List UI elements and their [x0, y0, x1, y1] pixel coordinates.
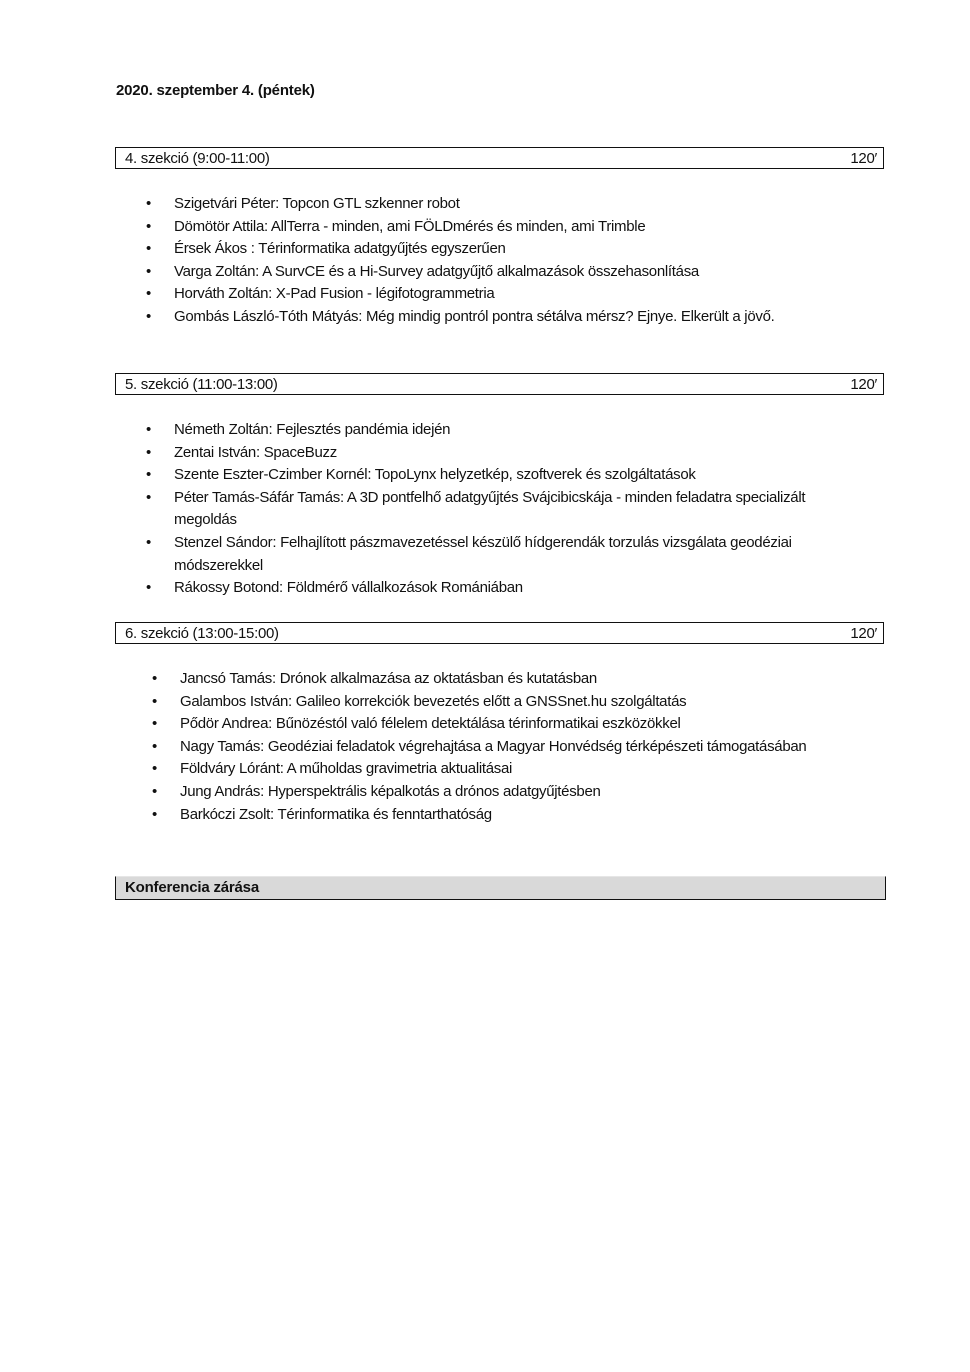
list-item — [146, 283, 834, 306]
talk-text: Nagy Tamás: Geodéziai feladatok végrehajtása a Magyar Honvédség térképészeti támogatásában — [180, 737, 807, 755]
talk-list-section-5 — [146, 419, 834, 600]
list-item — [146, 238, 834, 261]
list-item — [152, 713, 820, 736]
section-title: 4. szekció (9:00-11:00) — [125, 149, 270, 167]
list-item — [146, 442, 834, 465]
list-item — [146, 306, 834, 329]
talk-text: Németh Zoltán: Fejlesztés pandémia idején — [174, 421, 451, 438]
bullet-icon: • — [146, 533, 151, 551]
list-item — [152, 668, 820, 691]
talk-text: Rákossy Botond: Földmérő vállalkozások Romániában — [174, 579, 523, 597]
section-title: 5. szekció (11:00-13:00) — [125, 375, 278, 393]
section-header-6 — [115, 622, 884, 644]
section-duration: 120′ — [850, 375, 877, 393]
bullet-icon: • — [152, 760, 157, 778]
bullet-icon: • — [146, 285, 151, 303]
bullet-icon: • — [152, 692, 157, 710]
section-duration: 120′ — [850, 149, 877, 167]
talk-text: Gombás László-Tóth Mátyás: Még mindig pontról pontra sétálva mérsz? Ejnye. Elkerült a jövő. — [174, 307, 775, 325]
talk-text: Péter Tamás-Sáfár Tamás: A 3D pontfelhő adatgyűjtés Svájcibicskája - minden feladatra specializált megoldás — [174, 488, 806, 529]
list-item — [152, 781, 820, 804]
list-item — [146, 216, 834, 239]
bullet-icon: • — [146, 262, 151, 280]
section-title: 6. szekció (13:00-15:00) — [125, 624, 279, 642]
bullet-icon: • — [146, 195, 151, 212]
talk-text: Szente Eszter-Czimber Kornél: TopoLynx helyzetkép, szoftverek és szolgáltatások — [174, 466, 696, 484]
section-header-5 — [115, 373, 884, 395]
talk-text: Varga Zoltán: A SurvCE és a Hi-Survey adatgyűjtő alkalmazások összehasonlítása — [174, 262, 699, 280]
list-item — [152, 758, 820, 781]
conference-closing-bar: Konferencia zárása — [115, 876, 886, 900]
list-item — [146, 532, 834, 577]
list-item — [146, 261, 834, 284]
bullet-icon: • — [152, 737, 157, 755]
bullet-icon: • — [152, 715, 157, 733]
talk-list-section-6 — [152, 668, 820, 826]
section-duration: 120′ — [850, 624, 877, 642]
talk-text: Stenzel Sándor: Felhajlított pászmavezetéssel készülő hídgerendák torzulás vizsgálata geodéziai módszerekkel — [174, 533, 792, 574]
bullet-icon: • — [152, 670, 157, 687]
list-item — [146, 464, 834, 487]
bullet-icon: • — [152, 782, 157, 800]
bullet-icon: • — [146, 488, 151, 506]
list-item — [146, 487, 834, 532]
talk-text: Barkóczi Zsolt: Térinformatika és fenntarthatóság — [180, 805, 492, 823]
bullet-icon: • — [146, 240, 151, 258]
bullet-icon: • — [152, 805, 157, 823]
list-item — [146, 577, 834, 600]
talk-text: Horváth Zoltán: X-Pad Fusion - légifotogrammetria — [174, 285, 495, 303]
list-item — [146, 419, 834, 442]
list-item — [152, 804, 820, 827]
list-item — [152, 736, 820, 759]
bullet-icon: • — [146, 443, 151, 461]
talk-text: Galambos István: Galileo korrekciók bevezetés előtt a GNSSnet.hu szolgáltatás — [180, 692, 687, 710]
bullet-icon: • — [146, 307, 151, 325]
talk-text: Zentai István: SpaceBuzz — [174, 443, 337, 461]
talk-text: Pődör Andrea: Bűnözéstól való félelem detektálása térinformatikai eszközökkel — [180, 715, 681, 733]
bullet-icon: • — [146, 217, 151, 235]
talk-text: Dömötör Attila: AllTerra - minden, ami FÖLDmérés és minden, ami Trimble — [174, 217, 646, 235]
bullet-icon: • — [146, 579, 151, 597]
list-item — [152, 691, 820, 714]
talk-text: Jung András: Hyperspektrális képalkotás a drónos adatgyűjtésben — [180, 782, 601, 800]
talk-list-section-4 — [146, 193, 834, 329]
section-header-4 — [115, 147, 884, 169]
talk-text: Érsek Ákos : Térinformatika adatgyűjtés egyszerűen — [174, 240, 506, 258]
bullet-icon: • — [146, 421, 151, 438]
talk-text: Földváry Lóránt: A műholdas gravimetria aktualitásai — [180, 760, 513, 778]
talk-text: Szigetvári Péter: Topcon GTL szkenner robot — [174, 195, 460, 212]
date-heading: 2020. szeptember 4. (péntek) — [116, 82, 315, 99]
list-item — [146, 193, 834, 216]
bullet-icon: • — [146, 466, 151, 484]
talk-text: Jancsó Tamás: Drónok alkalmazása az oktatásban és kutatásban — [180, 670, 597, 687]
